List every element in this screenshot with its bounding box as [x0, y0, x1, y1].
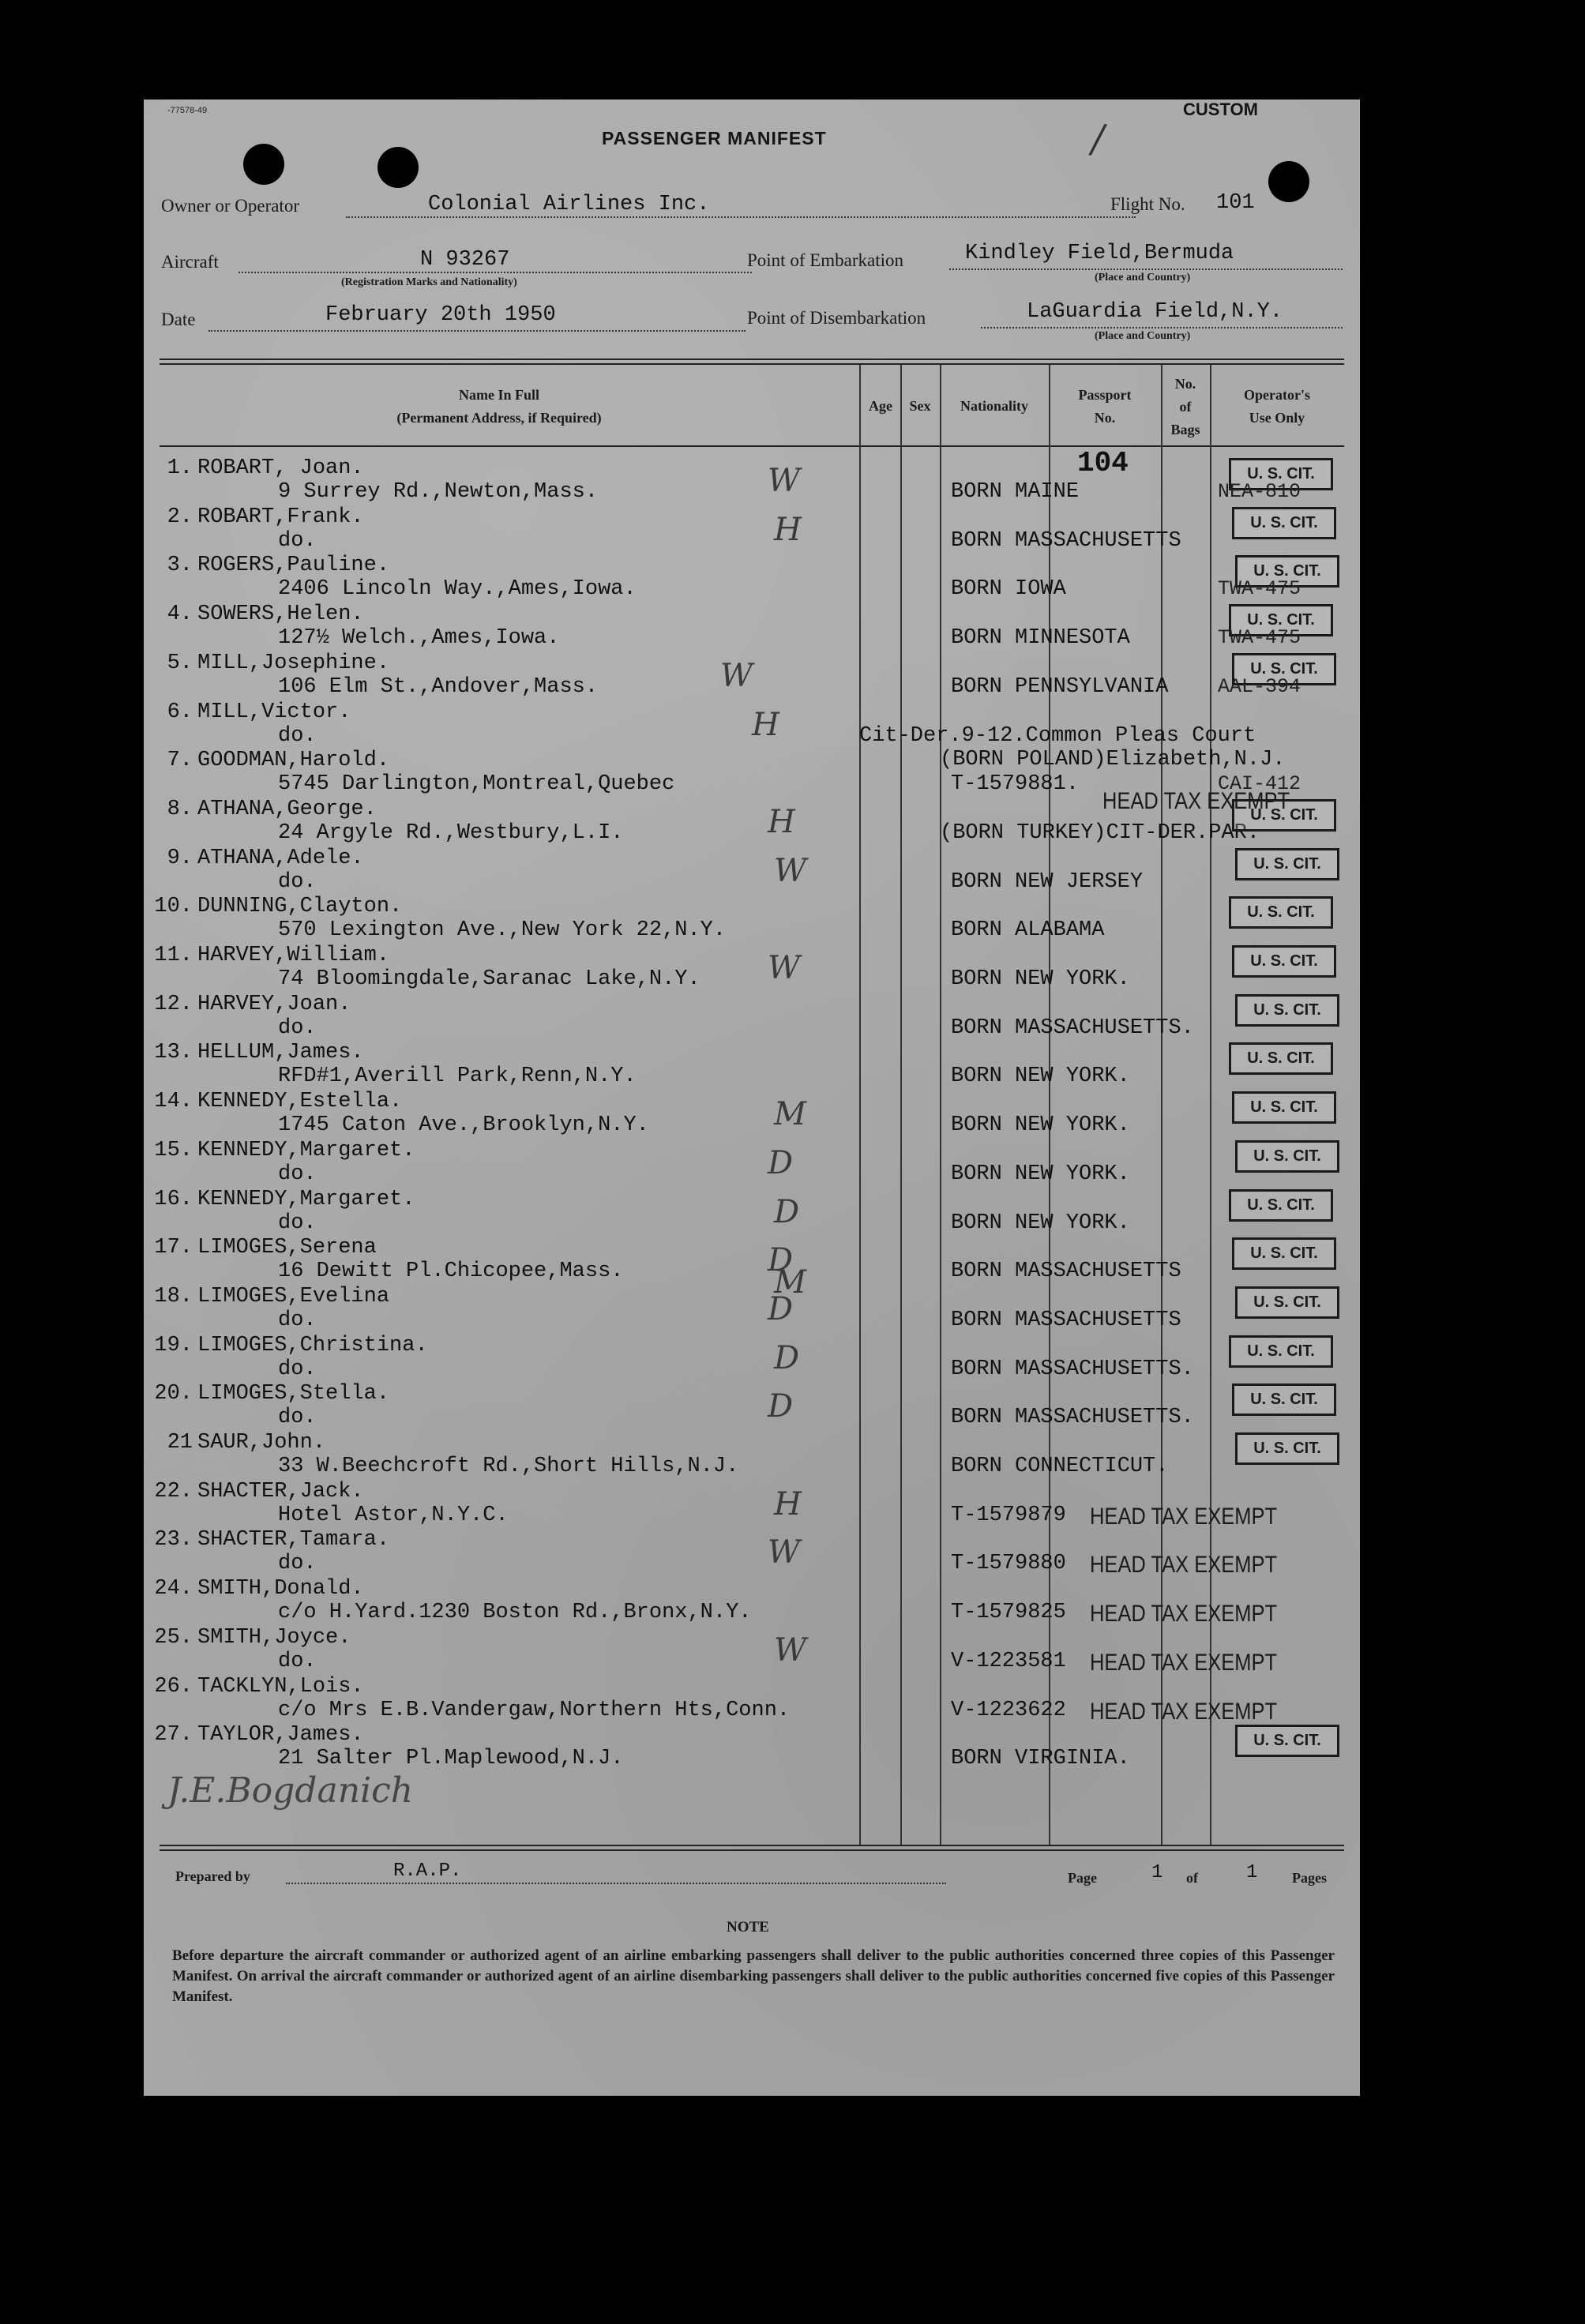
passenger-name: ROBART,Frank. [197, 505, 364, 529]
col-divider [859, 365, 861, 1845]
col-bags-label: No. [1174, 376, 1196, 392]
row-number: 7. [167, 749, 193, 772]
handwritten-mark: H [768, 804, 795, 840]
passenger-address: do. [278, 724, 317, 748]
form-number: -77578-49 [167, 106, 208, 115]
aircraft-line [239, 272, 752, 273]
handwritten-mark: D [774, 1194, 800, 1230]
passenger-address: do. [278, 1016, 317, 1040]
passenger-address: 5745 Darlington,Montreal,Quebec [278, 772, 675, 796]
passenger-address: do. [278, 870, 317, 894]
disembark-sub: (Place and Country) [1095, 330, 1191, 342]
head-tax-exempt-stamp: HEAD TAX EXEMPT [1090, 1601, 1278, 1627]
row-number: 27. [154, 1723, 193, 1747]
us-cit-stamp: U. S. CIT. [1235, 994, 1339, 1027]
passenger-name: SMITH,Joyce. [197, 1626, 351, 1650]
nationality: BORN ALABAMA [951, 918, 1105, 942]
handwritten-mark: M [774, 1096, 806, 1132]
handwritten-mark: W [768, 1534, 801, 1571]
flight-label: Flight No. [1110, 194, 1185, 214]
passenger-address: do. [278, 1552, 317, 1575]
row-number: 12. [154, 993, 193, 1016]
row-number: 18. [154, 1285, 193, 1308]
page-mark: / [1091, 117, 1105, 161]
passenger-name: ATHANA,George. [197, 798, 377, 821]
passenger-address: 24 Argyle Rd.,Westbury,L.I. [278, 821, 624, 845]
passenger-name: ROBART, Joan. [197, 456, 364, 480]
nationality: T-1579881. [951, 772, 1080, 796]
nationality: BORN NEW YORK. [951, 1211, 1130, 1235]
passenger-address: Hotel Astor,N.Y.C. [278, 1504, 509, 1527]
col-passport-label: Passport [1078, 387, 1132, 403]
us-cit-stamp: U. S. CIT. [1229, 1189, 1333, 1222]
col-age-header: Age [869, 398, 892, 414]
passenger-name: ATHANA,Adele. [197, 847, 364, 870]
operator-note: AAL-394 [1218, 675, 1301, 698]
nationality: T-1579879 [951, 1504, 1066, 1527]
handwritten-mark: D [768, 1145, 794, 1181]
row-number: 24. [154, 1577, 193, 1601]
aircraft-label: Aircraft [161, 252, 219, 272]
row-number: 4. [167, 603, 193, 626]
col-divider [940, 365, 941, 1845]
handwritten-mark: D [774, 1340, 800, 1376]
passenger-address: do. [278, 529, 317, 553]
passenger-address: do. [278, 1357, 317, 1381]
owner-value: Colonial Airlines Inc. [428, 193, 710, 216]
row-number: 8. [167, 798, 193, 821]
us-cit-stamp: U. S. CIT. [1232, 507, 1336, 539]
embark-label: Point of Embarkation [747, 250, 904, 270]
us-cit-stamp: U. S. CIT. [1229, 604, 1333, 636]
passenger-address: 9 Surrey Rd.,Newton,Mass. [278, 480, 599, 504]
operator-note: NEA-810 [1218, 480, 1301, 503]
row-number: 1. [167, 456, 193, 480]
passenger-address: 127½ Welch.,Ames,Iowa. [278, 626, 560, 650]
date-label: Date [161, 310, 196, 329]
passenger-address: 74 Bloomingdale,Saranac Lake,N.Y. [278, 967, 700, 991]
nationality: BORN NEW YORK. [951, 1162, 1130, 1186]
row-number: 19. [154, 1334, 193, 1357]
handwritten-mark: H [774, 512, 802, 548]
passenger-address: do. [278, 1211, 317, 1235]
passenger-address: 16 Dewitt Pl.Chicopee,Mass. [278, 1260, 624, 1283]
date-value: February 20th 1950 [325, 303, 556, 327]
head-tax-exempt-stamp: HEAD TAX EXEMPT [1090, 1650, 1278, 1676]
row-number: 15. [154, 1139, 193, 1162]
owner-label: Owner or Operator [161, 196, 299, 216]
col-divider [900, 365, 902, 1845]
row-number: 16. [154, 1188, 193, 1211]
nationality: BORN NEW YORK. [951, 967, 1130, 991]
passenger-name: LIMOGES,Serena [197, 1236, 377, 1260]
of-value: 1 [1246, 1862, 1258, 1883]
nationality: BORN NEW YORK. [951, 1064, 1130, 1088]
row-number: 23. [154, 1528, 193, 1552]
nationality: BORN MASSACHUSETTS [951, 1260, 1181, 1283]
col-passport-header [1049, 384, 1161, 430]
nationality: BORN MASSACHUSETTS. [951, 1016, 1194, 1040]
customs-label: CUSTOM [1183, 99, 1258, 119]
col-bags-label-2: of [1179, 399, 1192, 415]
handwritten-mark: W [774, 853, 807, 889]
handwritten-mark: W [768, 950, 801, 986]
col-name-label: Name In Full [458, 387, 539, 403]
handwritten-mark: W [768, 463, 801, 499]
passenger-address: c/o Mrs E.B.Vandergaw,Northern Hts,Conn. [278, 1699, 791, 1722]
embark-value: Kindley Field,Bermuda [965, 242, 1234, 265]
handwritten-mark: H [774, 1486, 802, 1522]
passenger-name: SHACTER,Tamara. [197, 1528, 390, 1552]
us-cit-stamp: U. S. CIT. [1229, 1042, 1333, 1075]
handwritten-mark: D [768, 1242, 794, 1278]
us-cit-stamp: U. S. CIT. [1229, 458, 1333, 490]
passenger-name: HARVEY,Joan. [197, 993, 351, 1016]
passenger-address: 21 Salter Pl.Maplewood,N.J. [278, 1747, 624, 1770]
passenger-address: 570 Lexington Ave.,New York 22,N.Y. [278, 918, 727, 942]
punch-hole [377, 147, 419, 188]
page-value: 1 [1151, 1862, 1163, 1883]
table-bottom-line [160, 1845, 1344, 1846]
handwritten-mark: H [752, 707, 779, 743]
handwritten-mark: M [774, 1264, 806, 1301]
passenger-name: SMITH,Donald. [197, 1577, 364, 1601]
row-number: 10. [154, 895, 193, 918]
nationality: BORN MASSACHUSETTS. [951, 1406, 1194, 1429]
passenger-address: do. [278, 1650, 317, 1673]
nationality: V-1223581 [951, 1650, 1066, 1673]
table-top-line [160, 359, 1344, 360]
passenger-name: TAYLOR,James. [197, 1723, 364, 1747]
row-number: 9. [167, 847, 193, 870]
passenger-address: do. [278, 1406, 317, 1429]
passenger-name: SHACTER,Jack. [197, 1480, 364, 1504]
row-number: 21 [167, 1431, 193, 1455]
passenger-address: do. [278, 1162, 317, 1186]
row-number: 25. [154, 1626, 193, 1650]
nationality: (BORN TURKEY)CIT-DER.PAR. [940, 821, 1260, 845]
row-number: 20. [154, 1382, 193, 1406]
nationality-line-2: (BORN POLAND)Elizabeth,N.J. [940, 748, 1286, 772]
disembark-line [981, 327, 1343, 329]
operator-note: TWA-475 [1218, 577, 1301, 600]
passenger-name: KENNEDY,Margaret. [197, 1188, 415, 1211]
operator-note: CAI-412 [1218, 772, 1301, 795]
passenger-address: 33 W.Beechcroft Rd.,Short Hills,N.J. [278, 1455, 739, 1478]
passenger-address: c/o H.Yard.1230 Boston Rd.,Bronx,N.Y. [278, 1601, 752, 1624]
nationality: V-1223622 [951, 1699, 1066, 1722]
signature: J.E.Bogdanich [167, 1770, 414, 1811]
nationality: BORN MAINE [951, 480, 1080, 504]
note-text: Before departure the aircraft commander or authorized agent of an airline embarking passengers shall deliver to the public authorities concerned three copies of this Passenger Manifest. On arrival the aircraft commander or authorized agent of an airline disembarking passengers shall deliver to the public authorities concerned five copies of this Passenger Manifest. [172, 1947, 1335, 2005]
us-cit-stamp: U. S. CIT. [1235, 1286, 1339, 1319]
head-tax-exempt-stamp: HEAD TAX EXEMPT [1090, 1504, 1278, 1530]
us-cit-stamp: U. S. CIT. [1229, 1335, 1333, 1368]
passenger-address: 2406 Lincoln Way.,Ames,Iowa. [278, 577, 637, 601]
passenger-name: KENNEDY,Estella. [197, 1090, 403, 1113]
passenger-name: MILL,Josephine. [197, 651, 390, 675]
col-name-sub: (Permanent Address, if Required) [396, 410, 602, 426]
passenger-name: ROGERS,Pauline. [197, 554, 390, 577]
operator-note: TWA-475 [1218, 626, 1301, 649]
row-number: 2. [167, 505, 193, 529]
col-passport-label-2: No. [1094, 410, 1116, 426]
prepared-value: R.A.P. [393, 1860, 462, 1882]
col-operator-label-2: Use Only [1249, 410, 1305, 426]
passenger-name: LIMOGES,Stella. [197, 1382, 390, 1406]
nationality: BORN NEW JERSEY [951, 870, 1144, 894]
us-cit-stamp: U. S. CIT. [1229, 896, 1333, 929]
col-name-header [302, 384, 697, 430]
us-cit-stamp: U. S. CIT. [1235, 848, 1339, 880]
passenger-name: SAUR,John. [197, 1431, 326, 1455]
passenger-name: MILL,Victor. [197, 700, 351, 724]
nationality: BORN MASSACHUSETTS. [951, 1357, 1194, 1381]
us-cit-stamp: U. S. CIT. [1235, 1725, 1339, 1757]
passenger-name: LIMOGES,Evelina [197, 1285, 390, 1308]
passenger-name: GOODMAN,Harold. [197, 749, 390, 772]
prepared-line [286, 1883, 946, 1884]
aircraft-value: N 93267 [420, 248, 510, 272]
us-cit-stamp: U. S. CIT. [1232, 1384, 1336, 1416]
col-bags-header [1161, 373, 1210, 441]
nationality: T-1579825 [951, 1601, 1066, 1624]
nationality: BORN PENNSYLVANIA [951, 675, 1169, 699]
us-cit-stamp: U. S. CIT. [1232, 1237, 1336, 1270]
embark-line [949, 268, 1343, 270]
passenger-name: HARVEY,William. [197, 944, 390, 967]
col-operator-label: Operator's [1244, 387, 1310, 403]
handwritten-mark: W [774, 1632, 807, 1669]
table-bottom-line-2 [160, 1849, 1344, 1851]
disembark-value: LaGuardia Field,N.Y. [1027, 300, 1283, 324]
nationality: Cit-Der.9-12.Common Pleas Court [859, 724, 1256, 748]
nationality: BORN NEW YORK. [951, 1113, 1130, 1137]
passenger-address: do. [278, 1308, 317, 1332]
us-cit-stamp: U. S. CIT. [1232, 653, 1336, 685]
nationality: BORN MASSACHUSETTS [951, 529, 1181, 553]
us-cit-stamp: U. S. CIT. [1235, 555, 1339, 588]
row-number: 6. [167, 700, 193, 724]
us-cit-stamp: U. S. CIT. [1232, 945, 1336, 978]
page-label: Page [1068, 1870, 1097, 1886]
row-number: 17. [154, 1236, 193, 1260]
row-number: 22. [154, 1480, 193, 1504]
col-bags-label-3: Bags [1170, 422, 1200, 437]
disembark-label: Point of Disembarkation [747, 308, 926, 328]
head-tax-exempt-stamp: HEAD TAX EXEMPT [1090, 1699, 1278, 1725]
col-nationality-header: Nationality [960, 398, 1028, 414]
pages-label: Pages [1292, 1870, 1327, 1886]
manifest-sheet [144, 99, 1360, 2096]
passenger-address: 1745 Caton Ave.,Brooklyn,N.Y. [278, 1113, 649, 1137]
passenger-name: DUNNING,Clayton. [197, 895, 403, 918]
passenger-name: TACKLYN,Lois. [197, 1675, 364, 1699]
page-title: PASSENGER MANIFEST [602, 128, 827, 148]
nationality: BORN CONNECTICUT. [951, 1455, 1169, 1478]
row-number: 14. [154, 1090, 193, 1113]
flight-value: 101 [1216, 191, 1255, 215]
col-operator-header [1210, 384, 1344, 430]
passenger-name: LIMOGES,Christina. [197, 1334, 428, 1357]
nationality: BORN MINNESOTA [951, 626, 1130, 650]
punch-hole [243, 144, 284, 185]
head-tax-exempt-stamp: HEAD TAX EXEMPT [1102, 788, 1290, 814]
date-line [208, 330, 746, 332]
note-title: NOTE [727, 1919, 769, 1935]
row-number: 26. [154, 1675, 193, 1699]
embark-sub: (Place and Country) [1095, 272, 1191, 283]
head-tax-exempt-stamp: HEAD TAX EXEMPT [1090, 1552, 1278, 1578]
passenger-name: KENNEDY,Margaret. [197, 1139, 415, 1162]
nationality: BORN MASSACHUSETTS [951, 1308, 1181, 1332]
of-label: of [1186, 1870, 1198, 1886]
row-number: 3. [167, 554, 193, 577]
nationality: BORN VIRGINIA. [951, 1747, 1130, 1770]
aircraft-sub: (Registration Marks and Nationality) [341, 276, 517, 288]
passenger-address: RFD#1,Averill Park,Renn,N.Y. [278, 1064, 637, 1088]
owner-line [346, 216, 1136, 218]
prepared-label: Prepared by [175, 1868, 250, 1884]
handwritten-mark: D [768, 1291, 794, 1327]
handwritten-mark: D [768, 1388, 794, 1425]
table-top-line-2 [160, 363, 1344, 365]
punch-hole [1268, 161, 1309, 202]
col-sex-header: Sex [909, 398, 931, 414]
passenger-address: 106 Elm St.,Andover,Mass. [278, 675, 599, 699]
row-number: 11. [154, 944, 193, 967]
us-cit-stamp: U. S. CIT. [1232, 1091, 1336, 1124]
handwritten-mark: W [720, 658, 753, 694]
row-number: 5. [167, 651, 193, 675]
handwritten-passport-number: 104 [1077, 447, 1129, 479]
us-cit-stamp: U. S. CIT. [1235, 1140, 1339, 1173]
nationality: BORN IOWA [951, 577, 1066, 601]
row-number: 13. [154, 1041, 193, 1064]
nationality: T-1579880 [951, 1552, 1066, 1575]
us-cit-stamp: U. S. CIT. [1232, 799, 1336, 832]
header-divider [160, 445, 1344, 447]
passenger-name: HELLUM,James. [197, 1041, 364, 1064]
us-cit-stamp: U. S. CIT. [1235, 1432, 1339, 1465]
passenger-name: SOWERS,Helen. [197, 603, 364, 626]
